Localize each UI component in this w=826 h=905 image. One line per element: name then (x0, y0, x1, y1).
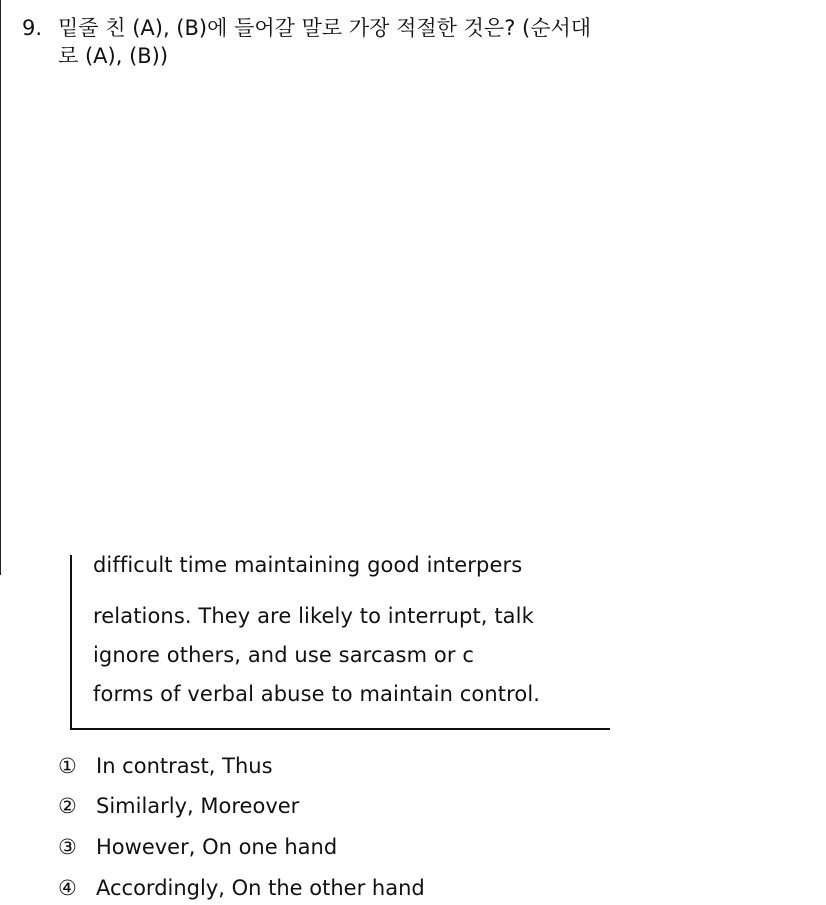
option-marker: ② (58, 794, 77, 818)
passage-line: relations. They are likely to interrupt, talk (93, 604, 534, 628)
option-text: Similarly, Moreover (96, 794, 300, 818)
question-number: 9. (22, 16, 43, 40)
left-margin-rule (0, 0, 1, 575)
passage-line: forms of verbal abuse to maintain control. (93, 682, 541, 706)
option-text: However, On one hand (96, 835, 338, 859)
passage-line: ignore others, and use sarcasm or c (93, 643, 475, 667)
question-block (22, 14, 782, 70)
option-marker: ④ (58, 876, 77, 900)
option-text: In contrast, Thus (96, 754, 273, 778)
passage-line: difficult time maintaining good interpers (93, 555, 523, 577)
answer-option-4[interactable] (58, 874, 425, 902)
answer-option-2[interactable] (58, 792, 299, 820)
option-marker: ① (58, 754, 77, 778)
option-text: Accordingly, On the other hand (96, 876, 425, 900)
passage-box (70, 555, 610, 730)
option-marker: ③ (58, 835, 77, 859)
answer-option-3[interactable] (58, 833, 337, 861)
answer-option-1[interactable] (58, 752, 273, 780)
question-text-line2: 로 (A), (B)) (58, 44, 169, 68)
question-line-1 (22, 14, 782, 42)
question-text-line1: 밑줄 친 (A), (B)에 들어갈 말로 가장 적절한 것은? (순서대 (58, 16, 592, 40)
